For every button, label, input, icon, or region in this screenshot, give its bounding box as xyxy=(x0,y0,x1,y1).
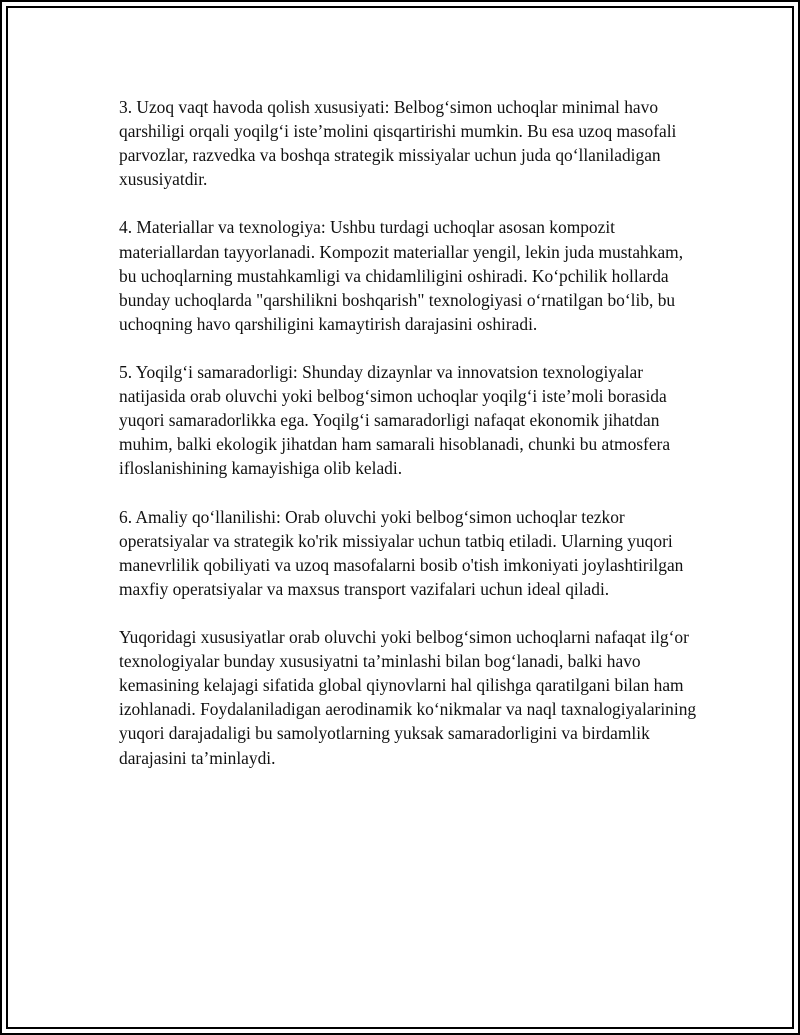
paragraph-applications: 6. Amaliy qo‘llanilishi: Orab oluvchi yoki belbog‘simon uchoqlar tezkor operatsiyalar va strategik ko'rik missiyalar uchun tatbiq etiladi. Ularning yuqori manevrlilik qobiliyati va uzoq masofalarni bosib o'tish imkoniyati joylashtirilgan maxfiy operatsiyalar va maxsus transport vazifalari uchun ideal qiladi. xyxy=(119,506,684,599)
document-body xyxy=(119,95,699,794)
paragraph-materials: 4. Materiallar va texnologiya: Ushbu turdagi uchoqlar asosan kompozit materiallardan tayyorlanadi. Kompozit materiallar yengil, lekin juda mustahkam, bu uchoqlarning mustahkamligi va chidamliligini oshiradi. Ko‘pchilik hollarda bunday uchoqlarda "qarshilikni boshqarish" texnologiyasi o‘rnatilgan bo‘lib, bu uchoqning havo qarshiligini kamaytirish darajasini oshiradi. xyxy=(119,217,684,334)
paragraph-fuel-efficiency: 5. Yoqilg‘i samaradorligi: Shunday dizaynlar va innovatsion texnologiyalar natijasida orab oluvchi yoki belbog‘simon uchoqlar yoqilg‘i iste’moli borasida yuqori samaradorlikka ega. Yoqilg‘i samaradorligi nafaqat ekonomik jihatdan muhim, balki ekologik jihatdan ham samarali hisoblanadi, chunki bu atmosfera ifloslanishining kamayishiga olib keladi. xyxy=(119,362,671,479)
paragraph-conclusion: Yuqoridagi xususiyatlar orab oluvchi yoki belbog‘simon uchoqlarni nafaqat ilg‘or texnologiyalar bunday xususiyatni ta’minlashi bilan bog‘lanadi, balki havo kemasining kelajagi sifatida global qiynovlarni hal qilishga qaratilgani bilan ham izohlanadi. Foydalaniladigan aerodinamik ko‘nikmalar va naql taxnalogiyalarining yuqori darajadaligi bu samolyotlarning yuksak samaradorligini va birdamlik darajasini ta’minlaydi. xyxy=(119,627,697,768)
paragraph-endurance: 3. Uzoq vaqt havoda qolish xususiyati: Belbog‘simon uchoqlar minimal havo qarshiligi orqali yoqilg‘i iste’molini qisqartirishi mumkin. Bu esa uzoq masofali parvozlar, razvedka va boshqa strategik missiyalar uchun juda qo‘llaniladigan xususiyatdir. xyxy=(119,97,677,190)
